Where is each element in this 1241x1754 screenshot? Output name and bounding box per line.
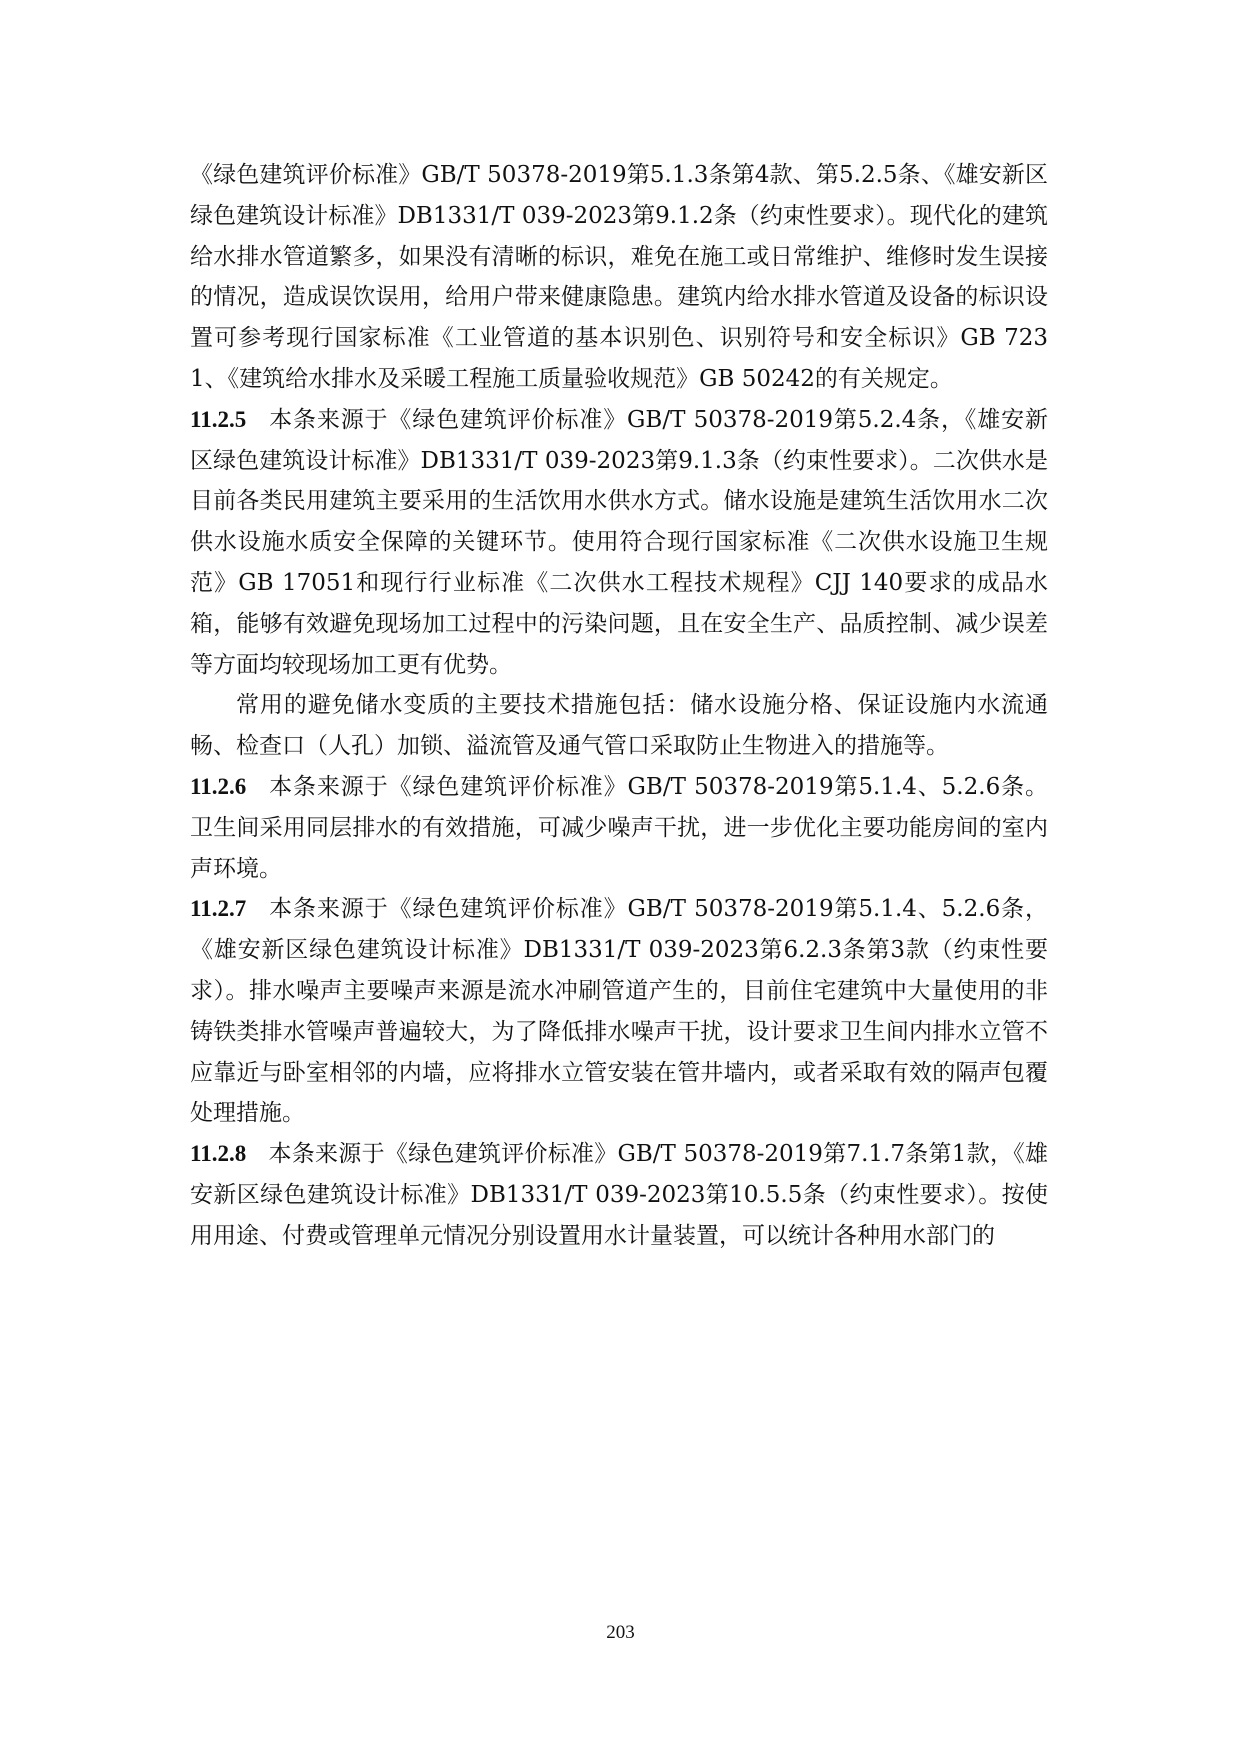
paragraph-text: 常用的避免储水变质的主要技术措施包括：储水设施分格、保证设施内水流通畅、检查口（人孔）加锁、溢流管及通气管口采取防止生物进入的措施等。 [190, 692, 1048, 760]
paragraph-text: 《绿色建筑评价标准》GB/T 50378-2019第5.1.3条第4款、第5.2.5条、《雄安新区绿色建筑设计标准》DB1331/T 039-2023第9.1.2条（约束性要求）。现代化的建筑给水排水管道繁多，如果没有清晰的标识，难免在施工或日常维护、维修时发生误接的情况，造成误饮误用，给用户带来健康隐患。建筑内给水排水管道及设备的标识设置可参考现行国家标准《工业管道的基本识别色、识别符号和安全标识》GB 7231、《建筑给水排水及采暖工程施工质量验收规范》GB 50242的有关规定。 [190, 162, 1048, 392]
clause-11-2-7 [190, 889, 1048, 1134]
page-number: 203 [606, 1622, 635, 1643]
clause-11-2-6 [190, 767, 1048, 889]
clause-number: 11.2.8 [190, 1141, 247, 1167]
paragraph-text: 本条来源于《绿色建筑评价标准》GB/T 50378-2019第5.1.4、5.2.6条，《雄安新区绿色建筑设计标准》DB1331/T 039-2023第6.2.3条第3款（约束性要求）。排水噪声主要噪声来源是流水冲刷管道产生的，目前住宅建筑中大量使用的非铸铁类排水管噪声普遍较大，为了降低排水噪声干扰，设计要求卫生间内排水立管不应靠近与卧室相邻的内墙，应将排水立管安装在管井墙内，或者采取有效的隔声包覆处理措施。 [190, 896, 1048, 1127]
paragraph-text: 本条来源于《绿色建筑评价标准》GB/T 50378-2019第7.1.7条第1款，《雄安新区绿色建筑设计标准》DB1331/T 039-2023第10.5.5条（约束性要求）。按使用用途、付费或管理单元情况分别设置用水计量装置，可以统计各种用水部门的 [190, 1141, 1048, 1249]
paragraph-continuation [190, 155, 1048, 400]
body-text [190, 155, 1048, 1257]
clause-number: 11.2.5 [190, 406, 247, 432]
paragraph-text: 本条来源于《绿色建筑评价标准》GB/T 50378-2019第5.1.4、5.2.6条。卫生间采用同层排水的有效措施，可减少噪声干扰，进一步优化主要功能房间的室内声环境。 [190, 773, 1048, 882]
clause-11-2-8 [190, 1134, 1048, 1256]
clause-number: 11.2.7 [190, 896, 247, 922]
clause-11-2-5 [190, 400, 1048, 686]
paragraph-storage-measures [190, 685, 1048, 767]
paragraph-text: 本条来源于《绿色建筑评价标准》GB/T 50378-2019第5.2.4条，《雄安新区绿色建筑设计标准》DB1331/T 039-2023第9.1.3条（约束性要求）。二次供水是目前各类民用建筑主要采用的生活饮用水供水方式。储水设施是建筑生活饮用水二次供水设施水质安全保障的关键环节。使用符合现行国家标准《二次供水设施卫生规范》GB 17051和现行行业标准《二次供水工程技术规程》CJJ 140要求的成品水箱，能够有效避免现场加工过程中的污染问题，且在安全生产、品质控制、减少误差等方面均较现场加工更有优势。 [190, 406, 1048, 678]
clause-number: 11.2.6 [190, 773, 247, 799]
